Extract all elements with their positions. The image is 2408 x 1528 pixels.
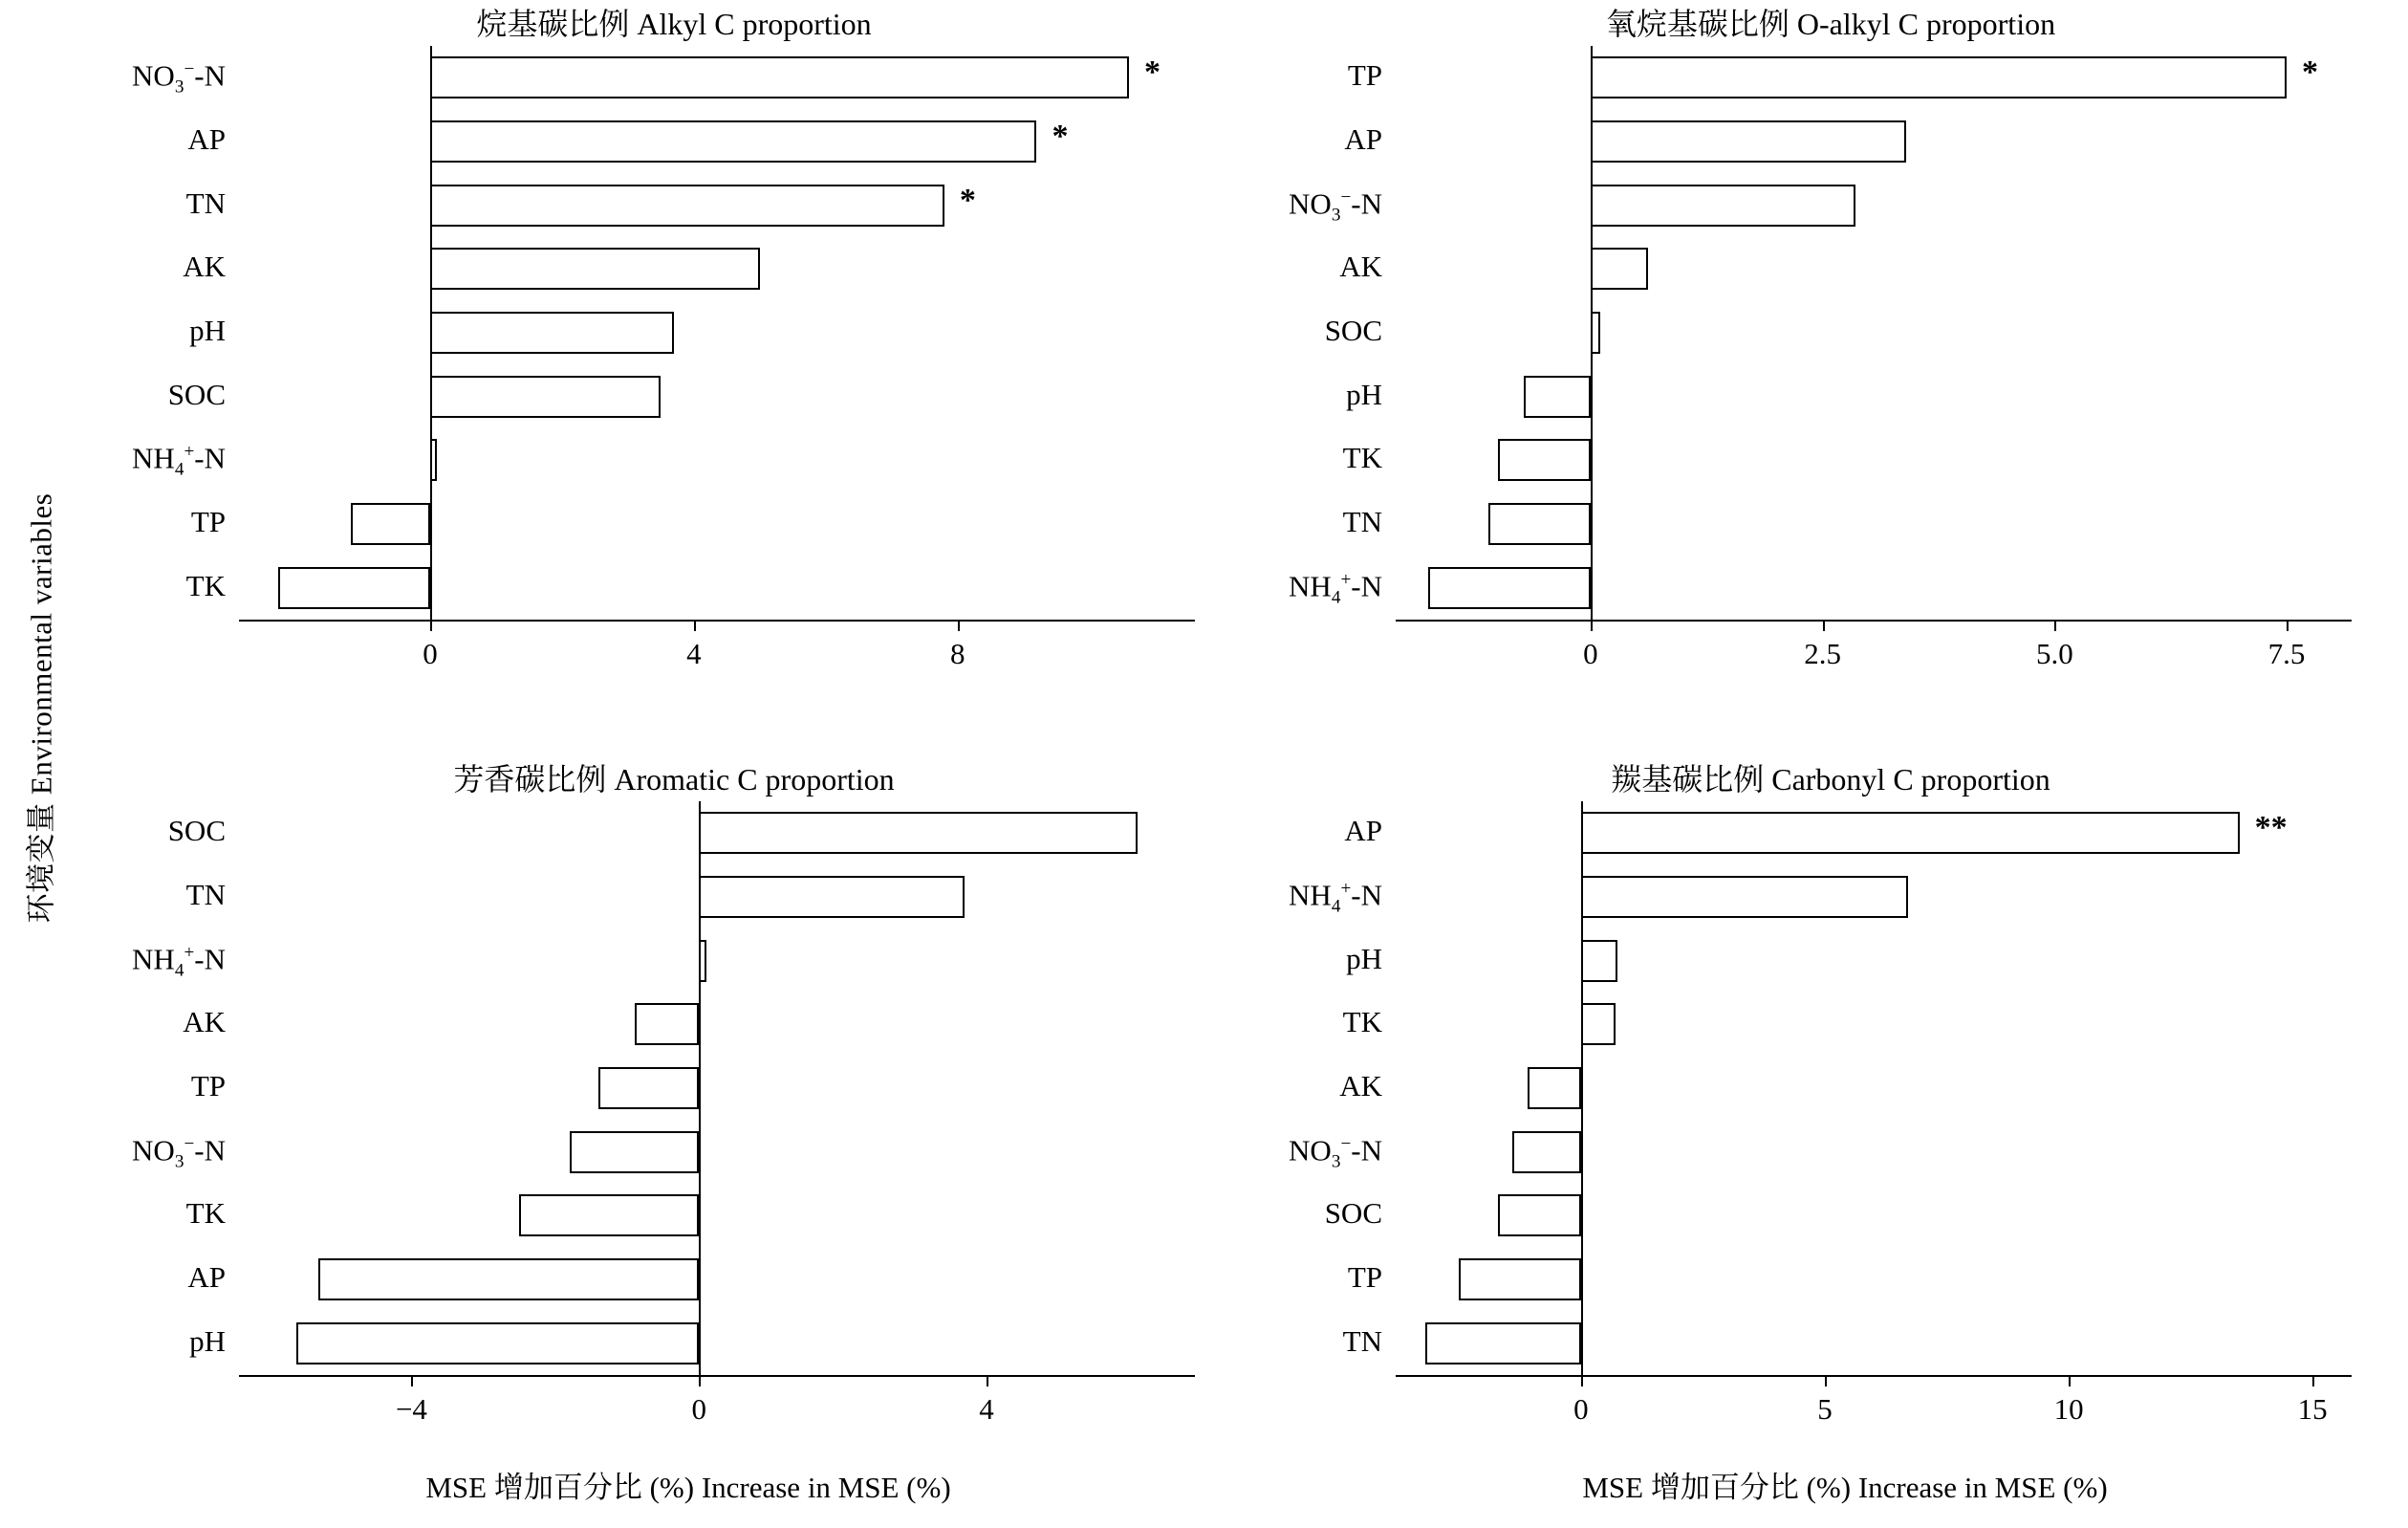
- category-label: AP: [1344, 814, 1382, 848]
- x-tick-label: 0: [691, 1392, 706, 1426]
- x-axis-label-left: MSE 增加百分比 (%) Increase in MSE (%): [425, 1471, 951, 1504]
- category-label: $NO_3^--N$: [132, 58, 226, 98]
- significance-marker: *: [1052, 119, 1069, 154]
- bar: [699, 940, 706, 982]
- bar: [1581, 1003, 1616, 1045]
- category-label: $NH_4^+-N$: [1289, 568, 1382, 608]
- significance-marker: **: [2254, 810, 2288, 846]
- category-label: SOC: [167, 377, 226, 411]
- bar: [1459, 1258, 1581, 1300]
- bar: [1591, 56, 2287, 98]
- bar: [635, 1003, 700, 1045]
- category-label: pH: [1346, 941, 1382, 975]
- bar: [430, 312, 674, 354]
- x-tick-mark: [1591, 620, 1593, 631]
- category-label: SOC: [1324, 314, 1382, 347]
- bar: [296, 1322, 699, 1364]
- bar: [699, 876, 965, 918]
- panel-title: 羰基碳比例 Carbonyl C proportion: [1611, 762, 2050, 797]
- category-label: pH: [189, 314, 226, 347]
- x-tick-label: 10: [2053, 1392, 2084, 1426]
- x-tick-label: 4: [686, 637, 702, 670]
- bar: [1512, 1131, 1580, 1173]
- category-label: AP: [1344, 122, 1382, 156]
- panel-aromatic-c: [115, 755, 1233, 1463]
- bar: [430, 248, 760, 290]
- category-label: AK: [183, 250, 226, 284]
- panel-alkyl-c: [115, 0, 1233, 708]
- x-tick-mark: [1825, 1375, 1827, 1386]
- bar: [430, 56, 1129, 98]
- category-label: AK: [183, 1005, 226, 1039]
- x-tick-label: 0: [1583, 637, 1598, 670]
- bar: [278, 567, 430, 609]
- bar: [1591, 120, 1906, 163]
- category-label: $NO_3^--N$: [1289, 1132, 1382, 1172]
- x-tick-mark: [987, 1375, 988, 1386]
- panel-title: 氧烷基碳比例 O-alkyl C proportion: [1605, 7, 2056, 41]
- panel-o-alkyl-c: [1271, 0, 2390, 708]
- x-tick-mark: [958, 620, 960, 631]
- x-tick-mark: [2069, 1375, 2071, 1386]
- category-label: AP: [187, 1260, 226, 1294]
- x-tick-label: 4: [979, 1392, 994, 1426]
- plot-area: [1271, 0, 2390, 708]
- x-tick-label: 8: [949, 637, 965, 670]
- bar: [1591, 185, 1855, 227]
- x-axis-line: [1396, 1375, 2352, 1377]
- x-tick-mark: [2312, 1375, 2314, 1386]
- bar: [1425, 1322, 1581, 1364]
- x-tick-mark: [699, 1375, 701, 1386]
- category-label: $NH_4^+-N$: [1289, 878, 1382, 917]
- x-tick-mark: [1823, 620, 1825, 631]
- bar: [699, 812, 1138, 854]
- significance-marker: *: [2302, 55, 2319, 91]
- x-tick-label: 0: [1573, 1392, 1589, 1426]
- x-tick-label: 15: [2297, 1392, 2328, 1426]
- category-label: pH: [189, 1323, 226, 1358]
- plot-area: [115, 0, 1233, 708]
- x-tick-mark: [411, 1375, 413, 1386]
- bar: [430, 439, 437, 481]
- category-label: TK: [1342, 441, 1382, 475]
- category-label: TK: [1342, 1005, 1382, 1039]
- x-tick-mark: [2054, 620, 2056, 631]
- category-label: TP: [190, 505, 226, 538]
- x-axis-line: [239, 620, 1195, 622]
- panel-title: 芳香碳比例 Aromatic C proportion: [453, 762, 895, 797]
- bar: [430, 185, 944, 227]
- category-label: TN: [1342, 505, 1382, 538]
- category-label: $NH_4^+-N$: [132, 441, 226, 480]
- category-label: SOC: [1324, 1196, 1382, 1231]
- bar: [1498, 439, 1591, 481]
- category-label: TP: [190, 1069, 226, 1102]
- plot-area: [1271, 755, 2390, 1463]
- category-label: TP: [1347, 1260, 1382, 1294]
- x-tick-mark: [694, 620, 696, 631]
- x-tick-label: 7.5: [2267, 637, 2306, 670]
- bar: [1581, 812, 2240, 854]
- category-label: AK: [1339, 250, 1382, 284]
- bar: [1488, 503, 1591, 545]
- x-tick-label: 5: [1817, 1392, 1833, 1426]
- bar: [430, 120, 1036, 163]
- category-label: $NO_3^--N$: [1289, 186, 1382, 226]
- category-label: AP: [187, 122, 226, 156]
- x-tick-label: 0: [423, 637, 438, 670]
- category-label: SOC: [167, 814, 226, 848]
- category-label: pH: [1346, 377, 1382, 411]
- category-label: TN: [185, 186, 226, 220]
- significance-marker: *: [1144, 55, 1161, 91]
- bar: [351, 503, 430, 545]
- x-tick-mark: [2287, 620, 2289, 631]
- x-tick-label: 2.5: [1804, 637, 1841, 670]
- x-tick-mark: [1581, 1375, 1583, 1386]
- x-tick-label: 5.0: [2035, 637, 2073, 670]
- bar: [598, 1067, 699, 1109]
- bar: [1581, 876, 1908, 918]
- category-label: TK: [185, 1196, 226, 1231]
- x-axis-line: [1396, 620, 2352, 622]
- bar: [1581, 940, 1617, 982]
- bar: [1528, 1067, 1581, 1109]
- global-y-axis-label: 环境变量 Environmental variables: [24, 492, 58, 923]
- bar: [1428, 567, 1591, 609]
- category-label: $NO_3^--N$: [132, 1132, 226, 1172]
- category-label: TN: [185, 878, 226, 911]
- bar: [430, 376, 661, 418]
- panel-carbonyl-c: [1271, 755, 2390, 1463]
- category-label: $NH_4^+-N$: [132, 941, 226, 981]
- bar: [1524, 376, 1591, 418]
- bar: [1591, 248, 1648, 290]
- bar: [318, 1258, 699, 1300]
- category-label: TK: [185, 568, 226, 602]
- bar: [519, 1194, 699, 1236]
- panel-title: 烷基碳比例 Alkyl C proportion: [476, 7, 872, 41]
- plot-area: [115, 755, 1233, 1463]
- x-axis-label-right: MSE 增加百分比 (%) Increase in MSE (%): [1582, 1471, 2108, 1504]
- bar: [1591, 312, 1600, 354]
- category-label: TP: [1347, 58, 1382, 93]
- x-tick-label: −4: [395, 1392, 427, 1426]
- bar: [570, 1131, 699, 1173]
- category-label: TN: [1342, 1323, 1382, 1358]
- x-axis-line: [239, 1375, 1195, 1377]
- x-tick-mark: [430, 620, 432, 631]
- bar: [1498, 1194, 1581, 1236]
- significance-marker: *: [959, 182, 976, 218]
- category-label: AK: [1339, 1069, 1382, 1102]
